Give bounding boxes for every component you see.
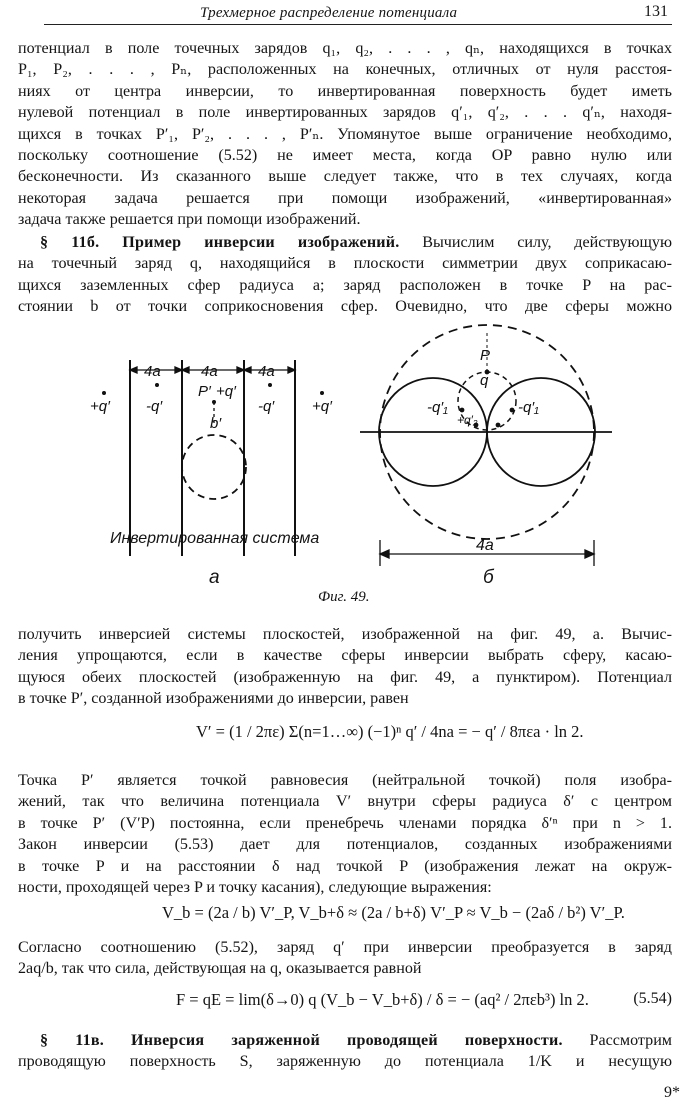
arrow-head (585, 550, 594, 558)
section-heading-line (18, 1030, 672, 1051)
text-line: нулевой потенциал в поле инвертированных зарядов q′₁, q′₂, . . . q′ₙ, находя- (18, 104, 672, 122)
section-11v (18, 1030, 672, 1073)
charge-label-minus-right: -q′ (258, 398, 275, 415)
dim-label-1: 4a (144, 363, 161, 380)
running-title: Трехмерное распределение потенциала (200, 5, 458, 21)
charge-dot (155, 383, 159, 387)
charge-dot (102, 391, 106, 395)
charge-label-minus-q1-left: -q′₁ (427, 399, 448, 416)
text-line: ниях от центра инверсии, то инвертированная поверхность будет иметь (18, 82, 672, 100)
charge-dot (320, 391, 324, 395)
charge-label-plus-left: +q′ (90, 398, 110, 415)
text-line: стоянии b от точки соприкосновения сфер. Очевидно, что две сферы можно (18, 298, 672, 316)
dim-label-2: 4a (201, 363, 218, 380)
section-heading-line (18, 232, 672, 253)
text-line: Согласно соотношению (5.52), заряд q′ при инверсии преобразуется в заряд (18, 939, 672, 956)
charge-label-minus-q1-right: -q′₁ (518, 399, 539, 416)
charge-dot (496, 423, 501, 428)
charge-label-q: q (480, 372, 489, 389)
charge-dots (102, 383, 324, 404)
figure-49-drawing (0, 320, 700, 590)
formula-3: F = qE = lim(δ→0) q (V_b − V_b+δ) / δ = − (aq² / 2πεb³) ln 2. (176, 990, 589, 1009)
text-line: задача также решается при помощи изображений. (18, 211, 361, 229)
panel-a-label: а (209, 567, 220, 588)
text-line: проводящую поверхность S, заряженную до потенциала 1/K и несущую (18, 1053, 672, 1071)
paragraph-3 (18, 770, 672, 898)
charge-label-plus-center: +q′ (216, 383, 236, 400)
point-label-P: P (480, 347, 491, 364)
dim-label-3: 4a (258, 363, 275, 380)
text-line: Точка P′ является точкой равновесия (нейтральной точкой) поля изобра- (18, 772, 672, 789)
text-line: некоторая задача решается при помощи изображений, «инвертированная» (18, 189, 672, 207)
text-line: щихся заземленных сфер радиуса a; заряд расположен в точке P на рас- (18, 276, 672, 294)
arrow-head (130, 367, 137, 373)
running-head (44, 2, 672, 25)
arrow-head (288, 367, 295, 373)
charge-dot (460, 408, 465, 413)
text-line: потенциал в поле точечных зарядов q₁, q₂, . . . , qₙ, находящихся в точках (18, 40, 672, 57)
text-line: P₁, P₂, . . . , Pₙ, расположенных на конечных, отличных от нуля расстоя- (18, 61, 672, 79)
paragraph-4 (18, 937, 672, 980)
page-number: 131 (644, 3, 668, 20)
text-line: на точечный заряд q, находящийся в плоскости симметрии двух соприкасаю- (18, 255, 672, 273)
text-line: бесконечности. Из сказанного выше следует также, что в тех случаях, когда (18, 168, 672, 186)
text-line: щуюся обеих плоскостей (изображенную на фиг. 49, а пунктиром). Потенциал (18, 668, 672, 686)
formula-1: V′ = (1 / 2πε) Σ(n=1…∞) (−1)ⁿ q′ / 4na = − q′ / 8πεa · ln 2. (196, 722, 584, 741)
inversion-sphere-dashed (182, 435, 246, 499)
charge-label-minus-left: -q′ (146, 398, 163, 415)
panel-a-caption: Инвертированная система (110, 530, 320, 547)
text-line: получить инверсией системы плоскостей, изображенной на фиг. 49, а. Вычис- (18, 626, 672, 643)
paragraph-2 (18, 624, 672, 710)
text-line: Рассмотрим (562, 1032, 672, 1049)
text-line: 2aq/b, так что сила, действующая на q, оказывается равной (18, 960, 422, 978)
section-11b-heading: § 11б. Пример инверсии изображений. (40, 234, 400, 251)
charge-label-plus-q2: +q′₂ (457, 413, 478, 427)
charge-label-plus-right: +q′ (312, 398, 332, 415)
signature-mark: 9* (664, 1084, 680, 1101)
text-line: щихся в точках P′₁, P′₂, . . . , P′ₙ. Упомянутое выше ограничение необходимо, (18, 125, 672, 143)
section-11v-heading: § 11в. Инверсия заряженной проводящей поверхности. (40, 1032, 563, 1049)
text-line: поскольку соотношение (5.52) не имеет места, когда OP равно нулю или (18, 147, 672, 165)
label-b-prime: b′ (210, 415, 222, 432)
equation-number: (5.54) (633, 990, 672, 1007)
arrow-head (244, 367, 251, 373)
charge-dot (268, 383, 272, 387)
arrow-head (182, 367, 189, 373)
text-line: ности, проходящей через P и точку касания), следующие выражения: (18, 879, 492, 897)
text-line: Вычислим силу, действующую (399, 234, 672, 251)
figure-caption: Фиг. 49. (318, 589, 370, 605)
section-11b (18, 232, 672, 318)
dim-label-4a: 4a (476, 537, 494, 554)
panel-a-planes (130, 360, 295, 556)
text-line: Закон инверсии (5.53) дает для потенциалов, созданных изображениями (18, 836, 672, 854)
formula-2: V_b = (2a / b) V′_P, V_b+δ ≈ (2a / b+δ) V′_P ≈ V_b − (2aδ / b²) V′_P. (162, 903, 625, 922)
text-line: в точке P и на расстоянии δ над точкой P (изображения лежат на окруж- (18, 857, 672, 875)
intro-paragraph (18, 38, 672, 231)
panel-b-label: б (483, 567, 494, 588)
text-line: жений, так что величина потенциала V′ внутри сферы радиуса δ′ с центром (18, 793, 672, 811)
point-label-P-prime: P′ (198, 383, 211, 400)
charge-dot (212, 400, 216, 404)
arrow-head (380, 550, 389, 558)
text-line: ления упрощаются, если в качестве сферы инверсии выбрать сферу, касаю- (18, 647, 672, 665)
charge-dot (510, 408, 515, 413)
text-line: в точке P′, созданной изображениями до инверсии, равен (18, 690, 409, 708)
text-line: в точке P′ (V′P) постоянна, если пренебречь членами порядка δ′ⁿ при n > 1. (18, 814, 672, 832)
